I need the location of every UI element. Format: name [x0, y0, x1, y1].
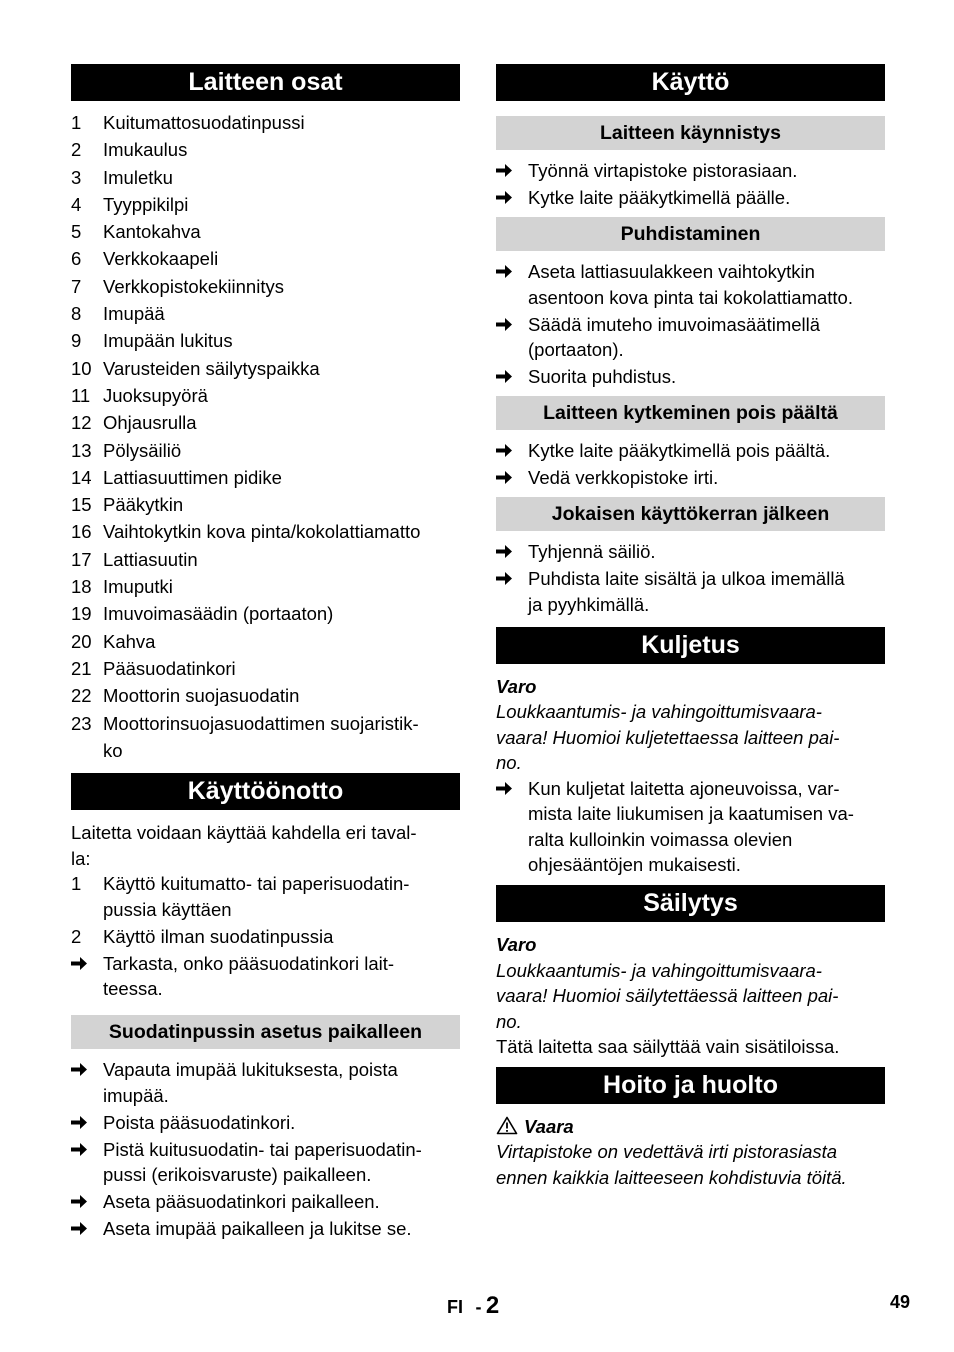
step-text: (portaaton). — [528, 339, 624, 360]
list-item — [496, 259, 885, 310]
list-item — [71, 924, 460, 950]
heading-transport: Kuljetus — [496, 627, 885, 664]
arrow-icon — [496, 259, 528, 310]
list-item — [71, 682, 460, 709]
list-item — [71, 710, 460, 765]
filter-steps-list — [71, 1057, 460, 1242]
item-number: 14 — [71, 466, 92, 488]
item-number: 8 — [71, 303, 82, 325]
item-text: Lattiasuuttimen pidike — [103, 466, 282, 488]
item-number: 1 — [71, 873, 82, 895]
danger-label-row — [496, 1114, 885, 1140]
item-number: 3 — [71, 166, 82, 188]
transport-caution-line: vaara! Huomioi kuljetettaessa laitteen pai- — [496, 726, 840, 748]
danger-label: Vaara — [524, 1115, 574, 1137]
list-item — [71, 273, 460, 300]
list-item — [71, 191, 460, 218]
step-text: ja pyyhkimällä. — [528, 593, 650, 615]
arrow-icon — [496, 364, 528, 390]
item-text: Lattiasuutin — [103, 548, 198, 570]
list-item — [71, 871, 460, 922]
list-item — [496, 312, 885, 363]
step-text: Kytke laite pääkytkimellä päälle. — [528, 187, 791, 208]
arrow-icon — [496, 776, 528, 878]
list-item — [71, 109, 460, 136]
step-line: ohjesääntöjen mukaisesti. — [528, 854, 741, 875]
item-text: Imuputki — [103, 576, 173, 598]
item-text: Pölysäiliö — [103, 439, 182, 461]
item-text: Vaihtokytkin kova pinta/kokolattiamatto — [103, 521, 421, 543]
list-item — [71, 600, 460, 627]
step-text: Pistä kuitusuodatin- tai paperisuodatin- — [103, 1138, 422, 1160]
item-number: 7 — [71, 275, 82, 297]
list-item — [71, 518, 460, 545]
heading-parts: Laitteen osat — [71, 64, 460, 101]
item-text: Moottorinsuojasuodattimen suojaristik- — [103, 712, 419, 734]
item-text: Pääkytkin — [103, 494, 184, 516]
item-text: Käyttö ilman suodatinpussia — [103, 925, 334, 947]
step-text: Poista pääsuodatinkori. — [103, 1111, 296, 1133]
step-text: Aseta lattiasuulakkeen vaihtokytkin — [528, 261, 815, 282]
item-number: 17 — [71, 548, 92, 570]
heading-switch-off: Laitteen kytkeminen pois päältä — [496, 396, 885, 430]
item-text: Tyyppikilpi — [103, 193, 189, 215]
list-item — [496, 465, 885, 491]
step-text: Suorita puhdistus. — [528, 366, 677, 387]
list-item — [71, 464, 460, 491]
item-text: Verkkokaapeli — [103, 248, 219, 270]
step-text: Säädä imuteho imuvoimasäätimellä — [528, 313, 821, 335]
arrow-icon — [71, 1189, 103, 1215]
heading-filter-bag: Suodatinpussin asetus paikalleen — [71, 1015, 460, 1049]
list-item — [71, 628, 460, 655]
item-number: 21 — [71, 657, 92, 679]
footer-section-number: 2 — [485, 1292, 500, 1319]
startup-intro-line-1: Laitetta voidaan käyttää kahdella eri taval- — [71, 822, 417, 844]
item-number: 13 — [71, 439, 92, 461]
storage-caution-line: Loukkaantumis- ja vahingoittumisvaara- — [496, 959, 822, 981]
step-text: Aseta imupää paikalleen ja lukitse se. — [103, 1218, 412, 1240]
list-item — [71, 655, 460, 682]
list-item — [71, 491, 460, 518]
item-number: 20 — [71, 630, 92, 652]
item-number: 9 — [71, 330, 82, 352]
item-text: Kahva — [103, 630, 156, 652]
item-number: 18 — [71, 576, 92, 598]
left-column — [71, 64, 460, 1243]
item-text: Kantokahva — [103, 221, 201, 243]
item-number: 12 — [71, 412, 92, 434]
list-item — [496, 185, 885, 211]
startup-modes-list — [71, 871, 460, 949]
list-item — [71, 355, 460, 382]
item-text: Imupää — [103, 303, 165, 325]
list-item — [496, 158, 885, 184]
list-item — [71, 382, 460, 409]
storage-caution-label: Varo — [496, 934, 537, 955]
list-item — [496, 776, 885, 878]
list-item — [71, 300, 460, 327]
step-text: pussi (erikoisvaruste) paikalleen. — [103, 1164, 372, 1186]
arrow-icon — [496, 185, 528, 211]
item-number: 22 — [71, 685, 92, 707]
item-text: Ohjausrulla — [103, 412, 197, 434]
startup-intro-line-2: la: — [71, 847, 91, 869]
item-text: Imupään lukitus — [103, 330, 233, 352]
list-item — [71, 951, 460, 1002]
item-text: Kuitumattosuodatinpussi — [103, 112, 305, 133]
item-number: 19 — [71, 603, 92, 625]
arrow-icon — [496, 465, 528, 491]
item-text: Juoksupyörä — [103, 384, 208, 406]
heading-start: Laitteen käynnistys — [496, 116, 885, 150]
parts-list — [71, 109, 460, 764]
list-item — [496, 438, 885, 464]
arrow-icon — [71, 1110, 103, 1136]
arrow-icon — [496, 158, 528, 184]
footer-language: FI — [447, 1297, 463, 1317]
item-number: 2 — [71, 925, 82, 947]
list-item — [71, 327, 460, 354]
arrow-icon — [71, 1216, 103, 1242]
step-text: Tyhjennä säiliö. — [528, 541, 656, 562]
item-number: 2 — [71, 139, 82, 161]
step-line: Kun kuljetat laitetta ajoneuvoissa, var- — [528, 777, 840, 799]
list-item — [71, 437, 460, 464]
item-text: Pääsuodatinkori — [103, 657, 236, 679]
list-item — [71, 245, 460, 272]
step-text: asentoon kova pinta tai kokolattiamatto. — [528, 286, 853, 308]
list-item — [71, 1057, 460, 1108]
heading-after-use: Jokaisen käyttökerran jälkeen — [496, 497, 885, 531]
arrow-icon — [496, 438, 528, 464]
item-number: 11 — [71, 384, 91, 406]
arrow-icon — [71, 951, 103, 1002]
heading-storage: Säilytys — [496, 885, 885, 922]
right-column — [496, 64, 885, 1190]
list-item — [496, 566, 885, 617]
list-item — [71, 573, 460, 600]
item-number: 23 — [71, 712, 92, 734]
item-text: Imuletku — [103, 166, 173, 188]
page-number: 49 — [890, 1292, 911, 1312]
storage-note: Tätä laitetta saa säilyttää vain sisätiloissa. — [496, 1036, 840, 1057]
step-line: ralta kulloinkin voimassa olevien — [528, 828, 793, 850]
step-text: Vapauta imupää lukituksesta, poista — [103, 1059, 398, 1081]
list-item — [71, 1189, 460, 1215]
item-text: Imukaulus — [103, 139, 188, 161]
storage-caution-line: vaara! Huomioi säilytettäessä laitteen pai- — [496, 985, 839, 1006]
step-text: Aseta pääsuodatinkori paikalleen. — [103, 1191, 380, 1213]
item-text: Varusteiden säilytyspaikka — [103, 357, 320, 379]
storage-caution-line: no. — [496, 1010, 522, 1032]
item-text: Käyttö kuitumatto- tai paperisuodatin- — [103, 873, 410, 895]
step-text: Vedä verkkopistoke irti. — [528, 467, 719, 488]
footer — [447, 1292, 499, 1320]
clean-steps-list — [496, 259, 885, 390]
list-item — [71, 1137, 460, 1188]
list-item — [496, 364, 885, 390]
list-item — [71, 409, 460, 436]
transport-step — [496, 776, 885, 878]
heading-maintenance: Hoito ja huolto — [496, 1067, 885, 1104]
after-steps-list — [496, 539, 885, 617]
footer-dash: - — [475, 1297, 482, 1317]
arrow-icon — [496, 312, 528, 363]
startup-check — [71, 951, 460, 1002]
item-number: 4 — [71, 193, 82, 215]
off-steps-list — [496, 438, 885, 491]
list-item — [71, 164, 460, 191]
item-number: 10 — [71, 357, 92, 379]
item-number: 15 — [71, 494, 92, 516]
item-text: ko — [103, 739, 123, 761]
danger-line: Virtapistoke on vedettävä irti pistorasiasta — [496, 1141, 838, 1162]
warning-triangle-icon — [496, 1116, 518, 1135]
transport-caution-line: Loukkaantumis- ja vahingoittumisvaara- — [496, 701, 822, 722]
step-line: teessa. — [103, 978, 163, 1000]
item-number: 5 — [71, 221, 82, 243]
item-text: Verkkopistokekiinnitys — [103, 275, 284, 297]
danger-line: ennen kaikkia laitteeseen kohdistuvia töitä. — [496, 1166, 847, 1188]
step-text: imupää. — [103, 1084, 169, 1106]
arrow-icon — [496, 566, 528, 617]
item-text: pussia käyttäen — [103, 898, 232, 920]
list-item — [71, 218, 460, 245]
step-text: Puhdista laite sisältä ja ulkoa imemällä — [528, 568, 845, 589]
start-steps-list — [496, 158, 885, 211]
transport-caution-label: Varo — [496, 675, 537, 697]
list-item — [71, 1110, 460, 1136]
arrow-icon — [71, 1137, 103, 1188]
list-item — [71, 1216, 460, 1242]
step-line: mista laite liukumisen ja kaatumisen va- — [528, 803, 854, 824]
item-number: 16 — [71, 521, 92, 543]
heading-clean: Puhdistaminen — [496, 217, 885, 251]
step-text: Kytke laite pääkytkimellä pois päältä. — [528, 440, 831, 461]
step-text: Työnnä virtapistoke pistorasiaan. — [528, 160, 798, 181]
list-item — [496, 539, 885, 565]
transport-caution-line: no. — [496, 752, 522, 773]
list-item — [71, 136, 460, 163]
item-text: Moottorin suojasuodatin — [103, 685, 300, 707]
arrow-icon — [71, 1057, 103, 1108]
item-text: Imuvoimasäädin (portaaton) — [103, 603, 334, 625]
item-number: 6 — [71, 248, 82, 270]
item-number: 1 — [71, 112, 82, 133]
heading-startup: Käyttöönotto — [71, 773, 460, 810]
heading-use: Käyttö — [496, 64, 885, 101]
step-line: Tarkasta, onko pääsuodatinkori lait- — [103, 952, 395, 974]
list-item — [71, 546, 460, 573]
arrow-icon — [496, 539, 528, 565]
